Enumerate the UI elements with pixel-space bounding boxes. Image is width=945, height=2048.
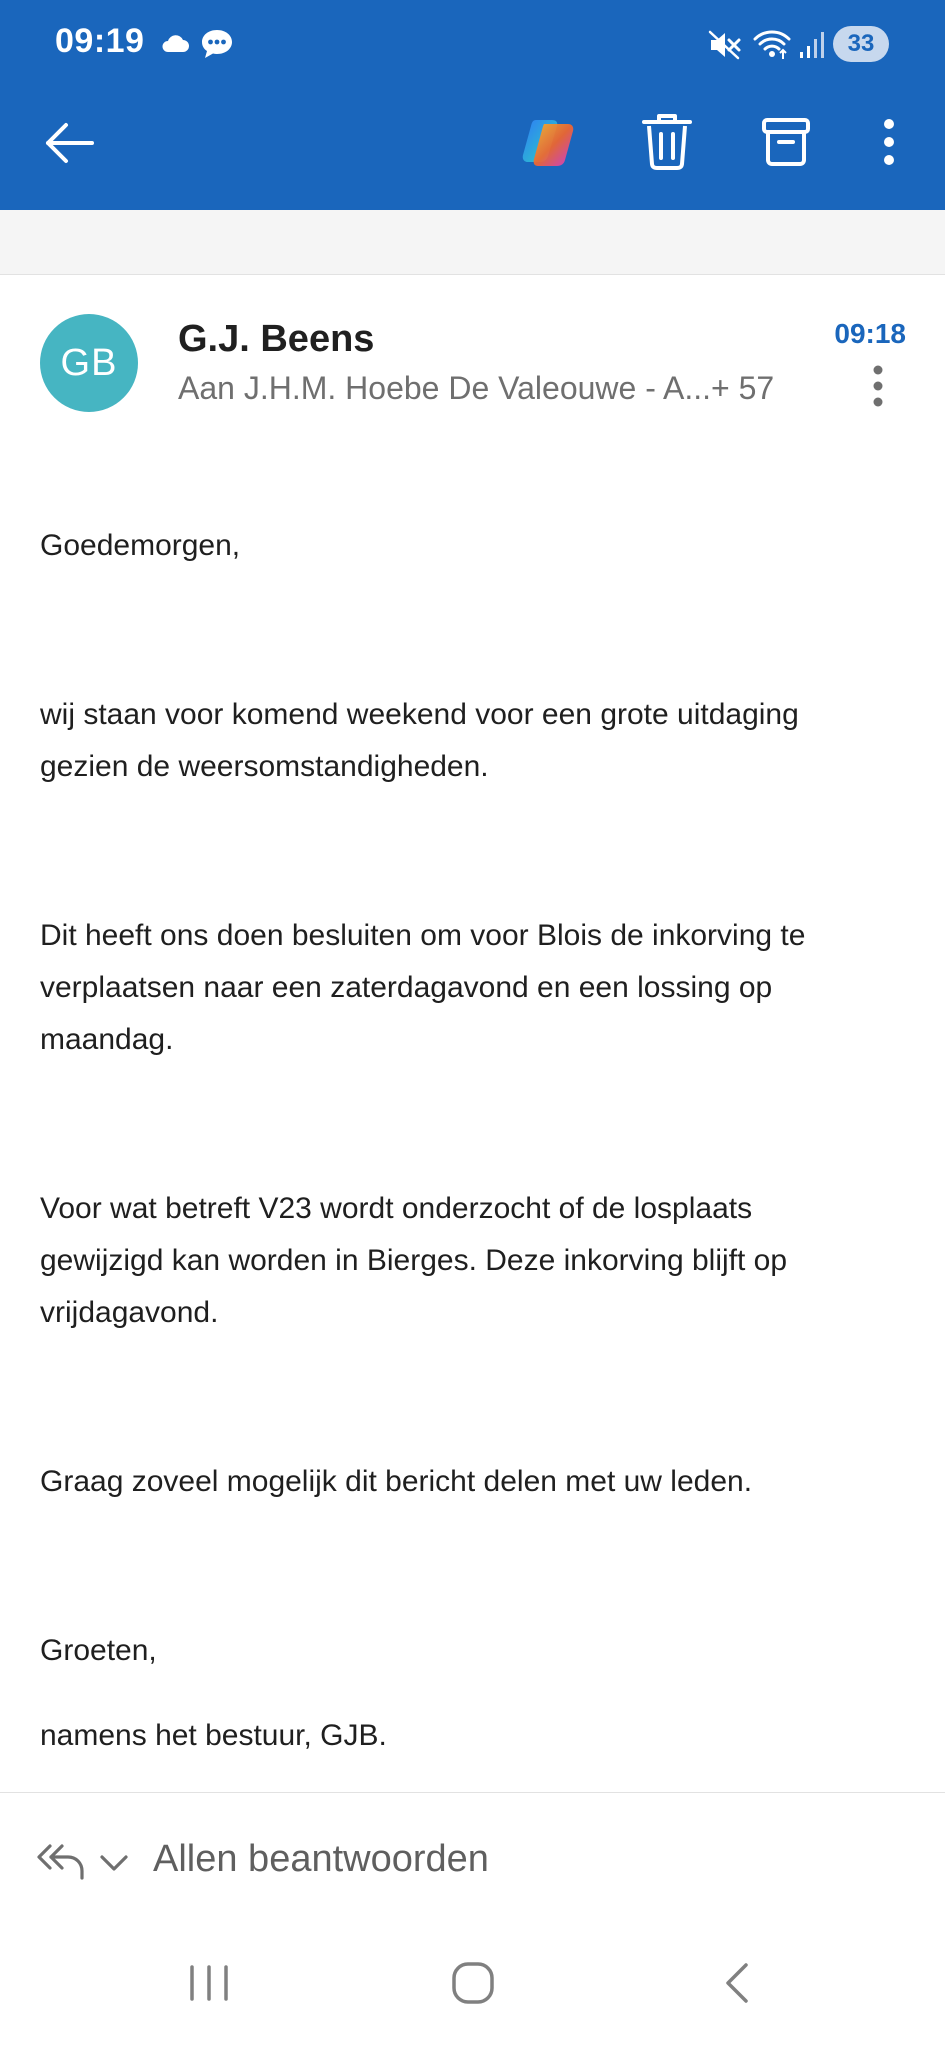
system-nav-bar: [0, 1933, 945, 2048]
copilot-icon[interactable]: [518, 112, 578, 172]
chat-bubble-icon: [200, 28, 234, 60]
body-line: gezien de weersomstandigheden.: [40, 750, 489, 783]
reply-all-label[interactable]: Allen beantwoorden: [153, 1838, 489, 1880]
body-line: vrijdagavond.: [40, 1296, 219, 1329]
battery-indicator: 33: [833, 26, 889, 62]
body-line: gewijzigd kan worden in Bierges. Deze inkorving blijft op: [40, 1244, 788, 1277]
paragraph-challenge: [40, 689, 910, 793]
paragraph-regards: [40, 1625, 910, 1677]
avatar[interactable]: GB: [40, 314, 138, 412]
trash-icon[interactable]: [640, 112, 694, 172]
cloud-icon: [160, 32, 190, 54]
body-line: Goedemorgen,: [40, 529, 241, 562]
paragraph-blois: [40, 910, 910, 1066]
body-line: namens het bestuur, GJB.: [40, 1719, 387, 1752]
recent-apps-icon[interactable]: [186, 1961, 232, 2005]
home-icon[interactable]: [450, 1961, 496, 2005]
message-more-icon[interactable]: [863, 364, 893, 408]
archive-icon[interactable]: [760, 116, 812, 168]
reply-all-icon[interactable]: [36, 1840, 86, 1882]
mute-icon: [708, 30, 742, 60]
back-arrow-icon[interactable]: [40, 118, 100, 168]
chevron-down-icon[interactable]: [98, 1852, 130, 1874]
paragraph-signature: [40, 1710, 910, 1762]
body-line: Groeten,: [40, 1634, 157, 1667]
status-time: 09:19: [55, 22, 145, 60]
body-line: Graag zoveel mogelijk dit bericht delen met uw leden.: [40, 1465, 753, 1498]
header-spacer: [0, 210, 945, 275]
body-line: maandag.: [40, 1023, 174, 1056]
body-line: verplaatsen naar een zaterdagavond en een lossing op: [40, 971, 773, 1004]
wifi-icon: [752, 28, 792, 60]
signal-icon: [798, 30, 826, 60]
paragraph-greeting: [40, 520, 910, 572]
back-nav-icon[interactable]: [718, 1961, 758, 2005]
status-bar: [0, 0, 945, 90]
paragraph-v23: [40, 1183, 910, 1339]
body-line: Dit heeft ons doen besluiten om voor Blois de inkorving te: [40, 919, 806, 952]
more-vertical-icon[interactable]: [874, 116, 904, 168]
body-line: wij staan voor komend weekend voor een grote uitdaging: [40, 698, 799, 731]
paragraph-share: [40, 1456, 910, 1508]
sender-name[interactable]: G.J. Beens: [178, 318, 375, 360]
recipients-summary[interactable]: Aan J.H.M. Hoebe De Valeouwe - A...+ 57: [178, 370, 775, 406]
message-time: 09:18: [834, 318, 906, 349]
app-header: [0, 0, 945, 210]
body-line: Voor wat betreft V23 wordt onderzocht of de losplaats: [40, 1192, 753, 1225]
